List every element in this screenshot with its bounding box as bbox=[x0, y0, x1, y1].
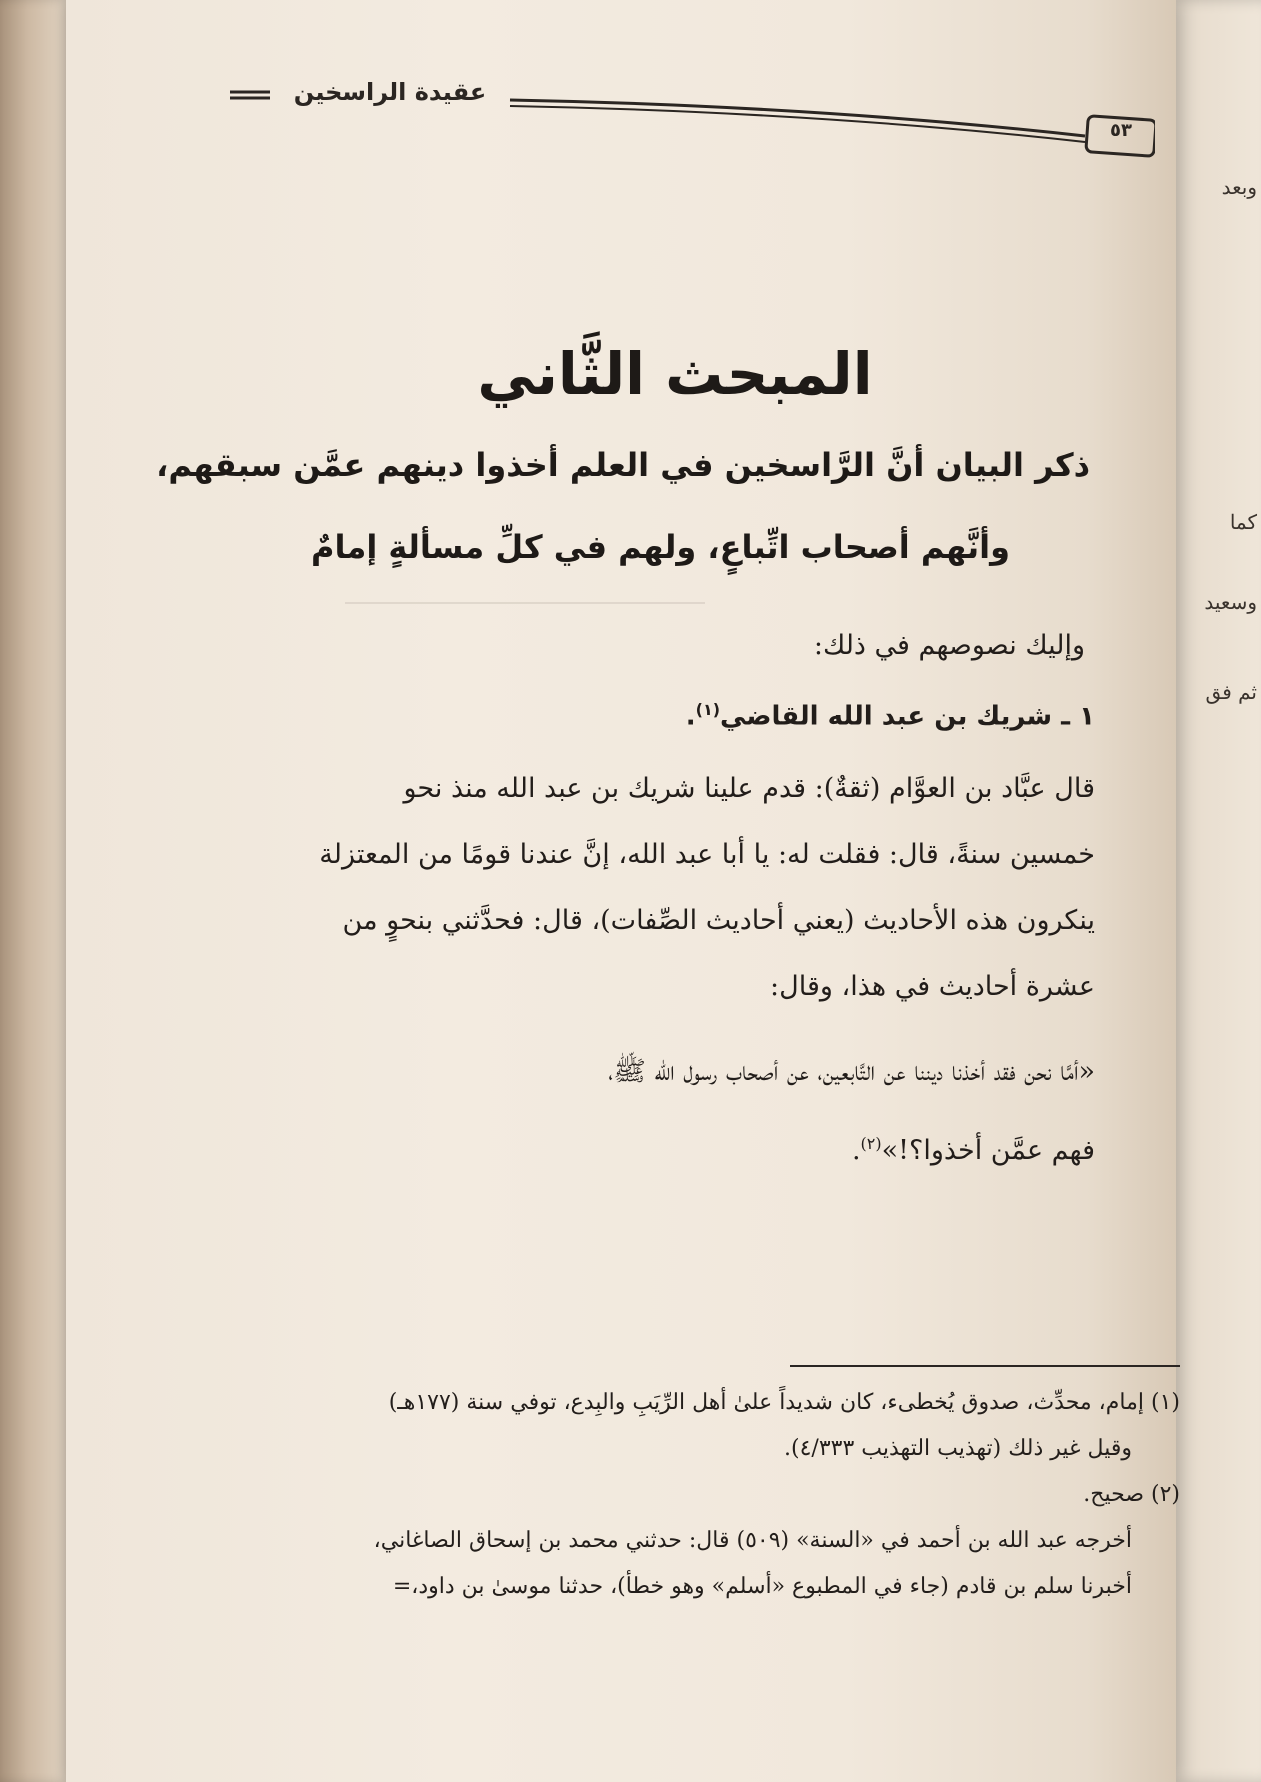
footnote-1-line: وقيل غير ذلك (تهذيب التهذيب ٤/٣٣٣). bbox=[784, 1436, 1132, 1461]
running-title: عقيدة الراسخين bbox=[293, 78, 487, 106]
intro-paragraph: وإليك نصوصهم في ذلك: bbox=[813, 630, 1085, 661]
quote-end: . bbox=[851, 1134, 861, 1166]
numbered-item bbox=[195, 700, 1185, 732]
quote-line: «أمَّا نحن فقد أخذنا ديننا عن التَّابعين، عن أصحاب رسول الله ﷺ، bbox=[608, 1055, 1095, 1087]
footnote-separator bbox=[790, 1365, 1180, 1367]
adjacent-page-fragment: كما bbox=[1229, 510, 1257, 534]
narration-paragraph bbox=[195, 756, 1185, 1020]
adjacent-page-fragment: ثم فق bbox=[1205, 680, 1257, 704]
section-subheading bbox=[156, 424, 1185, 588]
adjacent-page-fragment: وسعيد bbox=[1204, 590, 1257, 614]
footnote-ref: (١) bbox=[695, 700, 721, 719]
page-header bbox=[215, 78, 1155, 158]
footnote-ref: (٢) bbox=[860, 1133, 882, 1153]
narration-line: خمسين سنةً، قال: فقلت له: يا أبا عبد الله، إنَّ عندنا قومًا من المعتزلة bbox=[319, 838, 1095, 870]
subheading-line: ذكر البيان أنَّ الرَّاسخين في العلم أخذوا دينهم عمَّن سبقهم، bbox=[156, 446, 1090, 484]
footnote-2-line: (٢) صحيح. bbox=[1083, 1482, 1180, 1507]
footnotes bbox=[205, 1380, 1180, 1610]
footnote-2-line: أخبرنا سلم بن قادم (جاء في المطبوع «أسلم» وهو خطأ)، حدثنا موسىٰ بن داود،= bbox=[392, 1574, 1132, 1599]
book-left-edge bbox=[0, 0, 70, 1782]
quote-line-2 bbox=[223, 1108, 1095, 1187]
item-end: . bbox=[685, 701, 696, 732]
page-number: ٥٣ bbox=[1110, 120, 1132, 141]
item-label: ١ ـ شريك بن عبد الله القاضي bbox=[720, 701, 1095, 732]
quote-paragraph bbox=[195, 1036, 1185, 1187]
section-heading: المبحث الثَّاني bbox=[477, 340, 873, 408]
footnote-1-line: (١) إمام، محدِّث، صدوق يُخطىء، كان شديداً علىٰ أهل الرِّيَبِ والبِدع، توفي سنة (١٧٧هـ) bbox=[388, 1390, 1180, 1415]
narration-line: ينكرون هذه الأحاديث (يعني أحاديث الصِّفات)، قال: فحدَّثني بنحوٍ من bbox=[342, 904, 1095, 936]
subheading-line: وأنَّهم أصحاب اتِّباعٍ، ولهم في كلِّ مسألةٍ إمامٌ bbox=[311, 528, 1010, 566]
footnote-2-line: أخرجه عبد الله بن أحمد في «السنة» (٥٠٩) قال: حدثني محمد بن إسحاق الصاغاني، bbox=[373, 1528, 1132, 1553]
quote-line: فهم عمَّن أخذوا؟!» bbox=[881, 1134, 1095, 1166]
page-content bbox=[156, 300, 1185, 1187]
faint-divider bbox=[345, 602, 705, 604]
narration-line: عشرة أحاديث في هذا، وقال: bbox=[770, 970, 1095, 1002]
adjacent-page-fragment: وبعد bbox=[1221, 175, 1257, 199]
narration-line: قال عبَّاد بن العوَّام (ثقةٌ): قدم علينا شريك بن عبد الله منذ نحو bbox=[403, 772, 1095, 804]
